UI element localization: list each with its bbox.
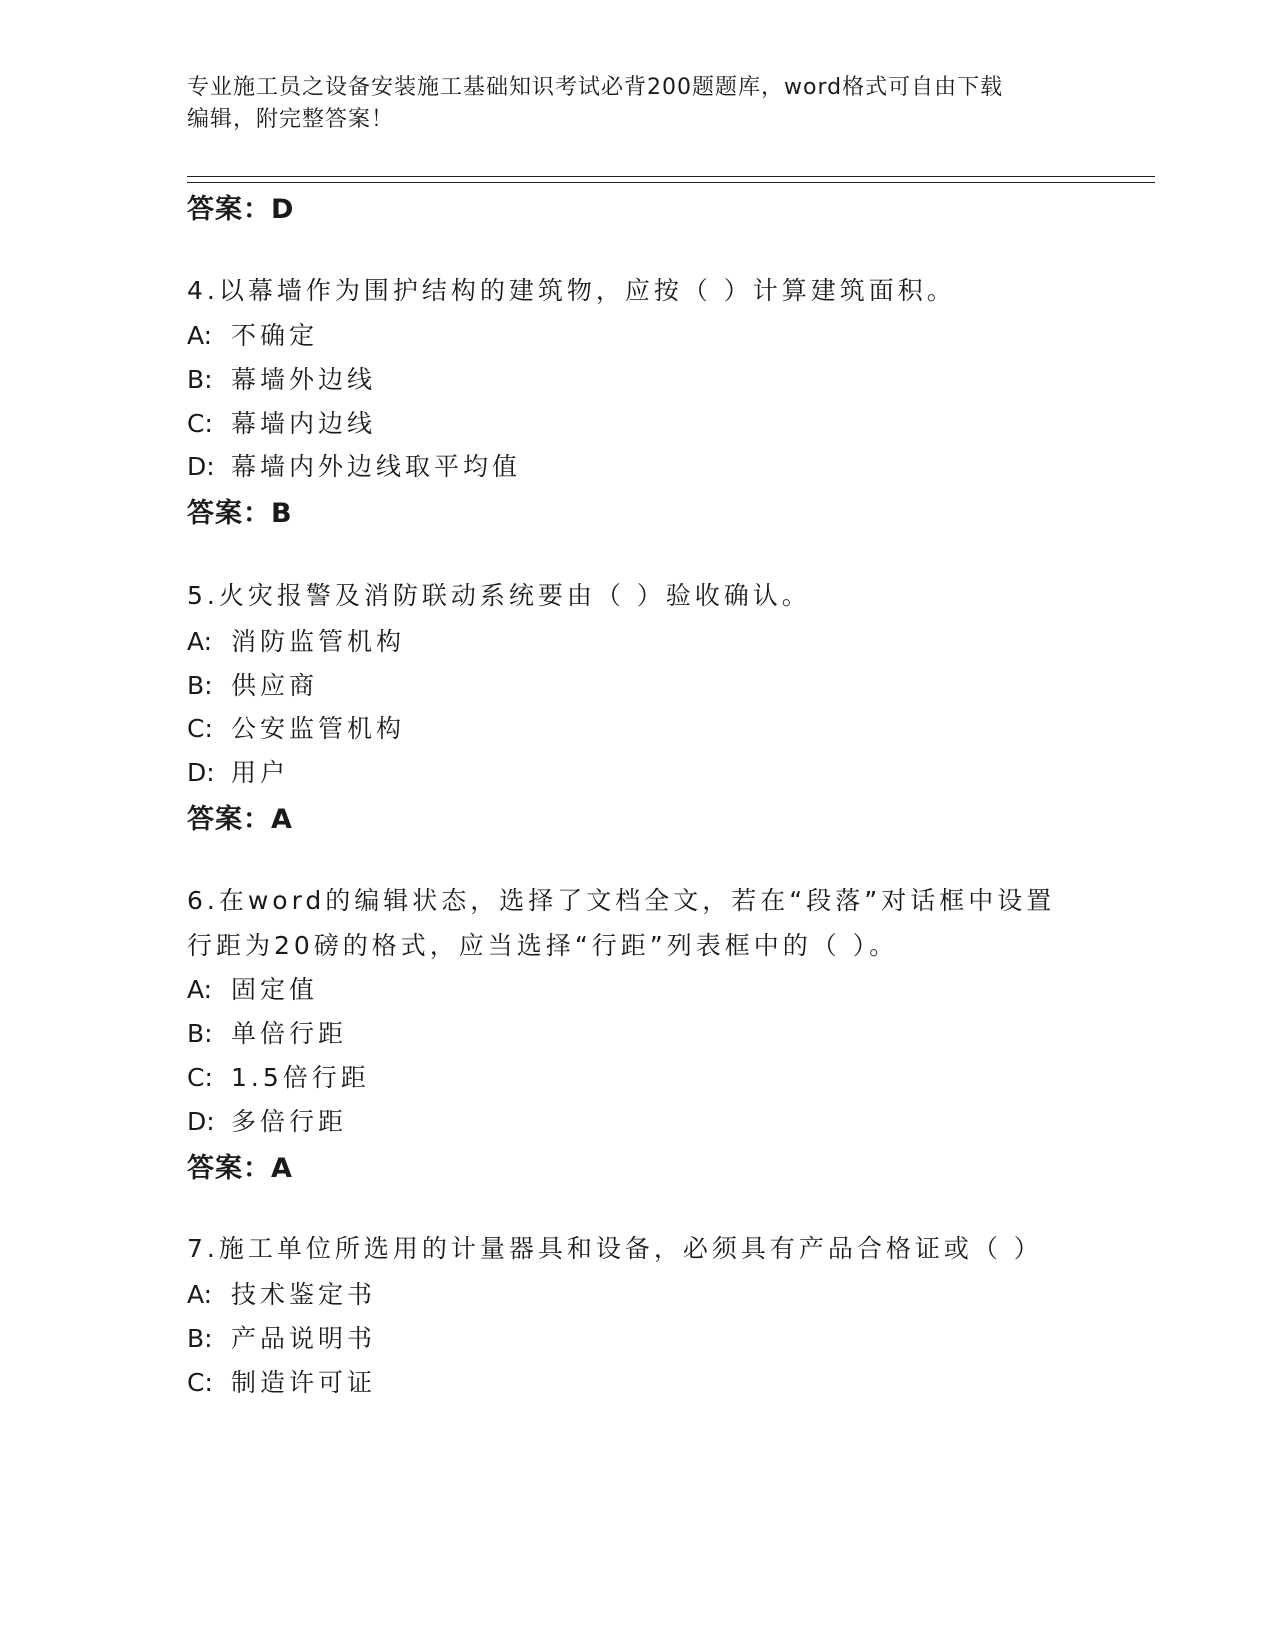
question-6-text-line-1: 6.在word的编辑状态，选择了文档全文，若在“段落”对话框中设置 <box>187 886 1056 915</box>
question-7-text: 7.施工单位所选用的计量器具和设备，必须具有产品合格证或（ ） <box>187 1234 1043 1263</box>
question-5-option-a: A: 消防监管机构 <box>187 627 406 656</box>
header-line-2: 编辑，附完整答案！ <box>187 107 395 132</box>
header-divider-top <box>187 176 1155 177</box>
question-7-option-c: C: 制造许可证 <box>187 1368 377 1397</box>
question-6-option-c: C: 1.5倍行距 <box>187 1063 370 1092</box>
question-5-option-b: B: 供应商 <box>187 671 319 700</box>
document-header <box>187 72 1087 136</box>
question-4-option-a: A: 不确定 <box>187 321 319 350</box>
answer-prev: 答案：D <box>187 194 295 225</box>
question-4-option-d: D: 幕墙内外边线取平均值 <box>187 452 522 481</box>
question-5-option-c: C: 公安监管机构 <box>187 714 406 743</box>
question-6-option-a: A: 固定值 <box>187 975 319 1004</box>
question-4-option-b: B: 幕墙外边线 <box>187 365 377 394</box>
question-4-option-c: C: 幕墙内边线 <box>187 409 377 438</box>
question-6-option-b: B: 单倍行距 <box>187 1019 348 1048</box>
question-6-text-line-2: 行距为20磅的格式，应当选择“行距”列表框中的（ ）。 <box>187 931 899 960</box>
question-4-answer: 答案：B <box>187 498 293 529</box>
question-4-text: 4.以幕墙作为围护结构的建筑物，应按（ ）计算建筑面积。 <box>187 276 956 305</box>
question-7-option-b: B: 产品说明书 <box>187 1324 377 1353</box>
question-6-option-d: D: 多倍行距 <box>187 1107 348 1136</box>
question-7-option-a: A: 技术鉴定书 <box>187 1280 377 1309</box>
header-line-1: 专业施工员之设备安装施工基础知识考试必背200题题库，word格式可自由下载 <box>187 75 1004 100</box>
header-divider-bottom <box>187 182 1155 183</box>
question-5-option-d: D: 用户 <box>187 758 290 787</box>
question-5-answer: 答案：A <box>187 804 293 835</box>
question-6-text <box>187 878 1107 968</box>
question-6-answer: 答案：A <box>187 1153 293 1184</box>
question-5-text: 5.火灾报警及消防联动系统要由（ ）验收确认。 <box>187 581 811 610</box>
